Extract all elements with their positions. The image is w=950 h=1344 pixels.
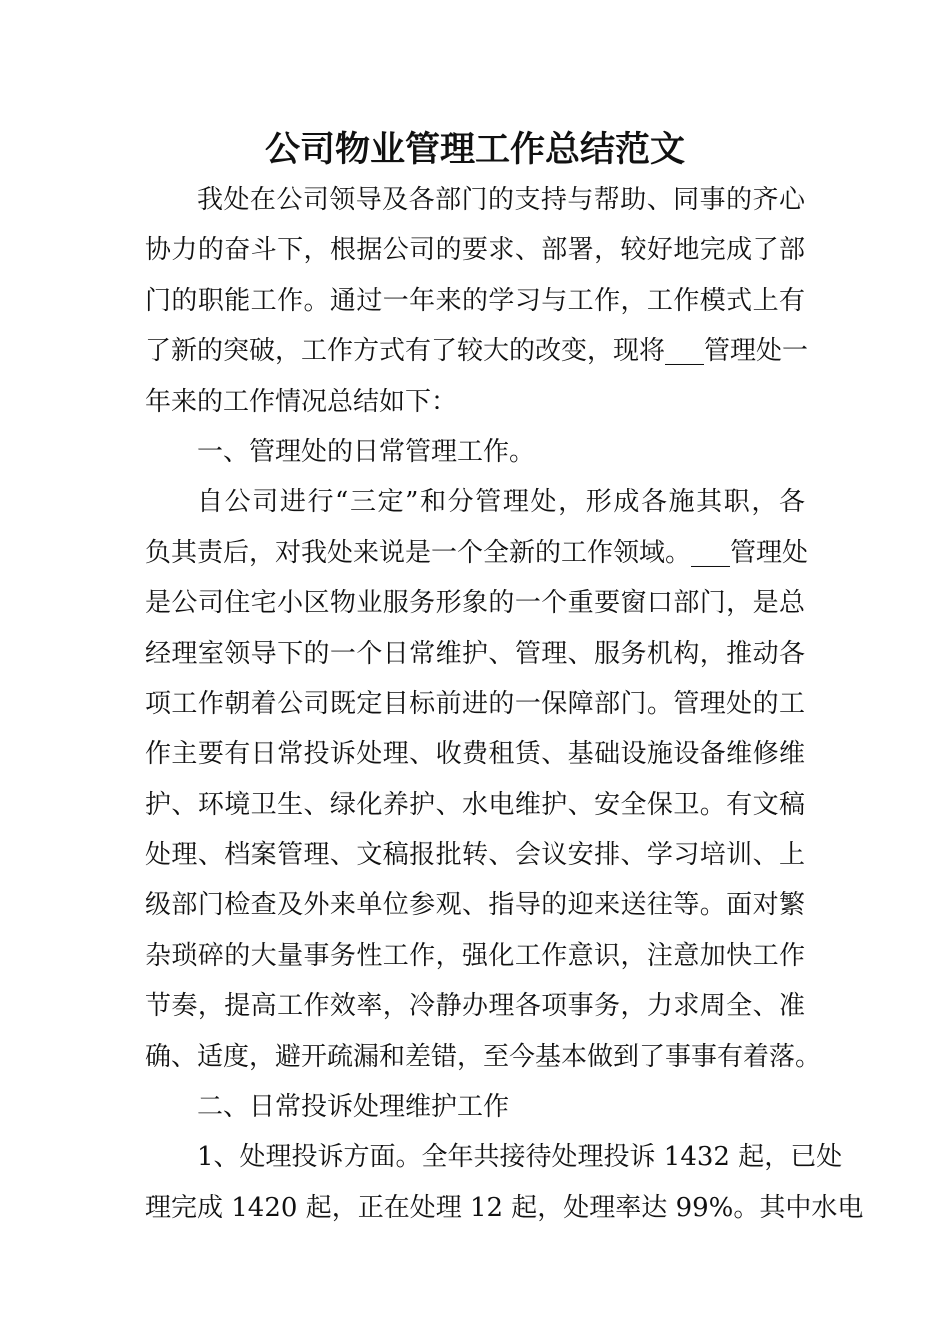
text-line: 我处在公司领导及各部门的支持与帮助、同事的齐心 [197,185,805,215]
text-line: 经理室领导下的一个日常维护、管理、服务机构，推动各 [145,638,805,669]
text-line: 了新的突破，工作方式有了较大的改变，现将___管理处一 [145,336,809,367]
text-line: 负其责后，对我处来说是一个全新的工作领域。___管理处 [145,537,809,568]
text-line: 级部门检查及外来单位参观、指导的迎来送往等。面对繁 [145,890,805,921]
document-title: 公司物业管理工作总结范文 [264,130,685,170]
text-line: 年来的工作情况总结如下： [145,386,458,417]
text-line: 协力的奋斗下，根据公司的要求、部署，较好地完成了部 [145,235,805,266]
text-line: 自公司进行“三定”和分管理处，形成各施其职，各 [197,487,805,518]
text-line: 确、适度，避开疏漏和差错，至今基本做到了事事有着落。 [145,1041,822,1072]
text-line: 门的职能工作。通过一年来的学习与工作，工作模式上有 [145,285,805,316]
text-line: 护、环境卫生、绿化养护、水电维护、安全保卫。有文稿 [145,789,805,820]
text-line: 1、处理投诉方面。全年共接待处理投诉 1432 起，已处 [197,1142,843,1173]
text-line: 二、日常投诉处理维护工作 [197,1092,510,1123]
text-line: 作主要有日常投诉处理、收费租赁、基础设施设备维修维 [145,739,805,770]
text-line: 处理、档案管理、文稿报批转、会议安排、学习培训、上 [145,840,805,871]
text-line: 杂琐碎的大量事务性工作，强化工作意识，注意加快工作 [145,940,805,971]
text-line: 项工作朝着公司既定目标前进的一保障部门。管理处的工 [145,688,805,719]
document-body [145,175,864,1233]
text-line: 理完成 1420 起，正在处理 12 起，处理率达 99%。其中水电 [145,1192,864,1223]
text-line: 一、管理处的日常管理工作。 [197,436,536,467]
text-line: 是公司住宅小区物业服务形象的一个重要窗口部门，是总 [145,588,805,619]
text-line: 节奏，提高工作效率，冷静办理各项事务，力求周全、准 [145,991,805,1022]
